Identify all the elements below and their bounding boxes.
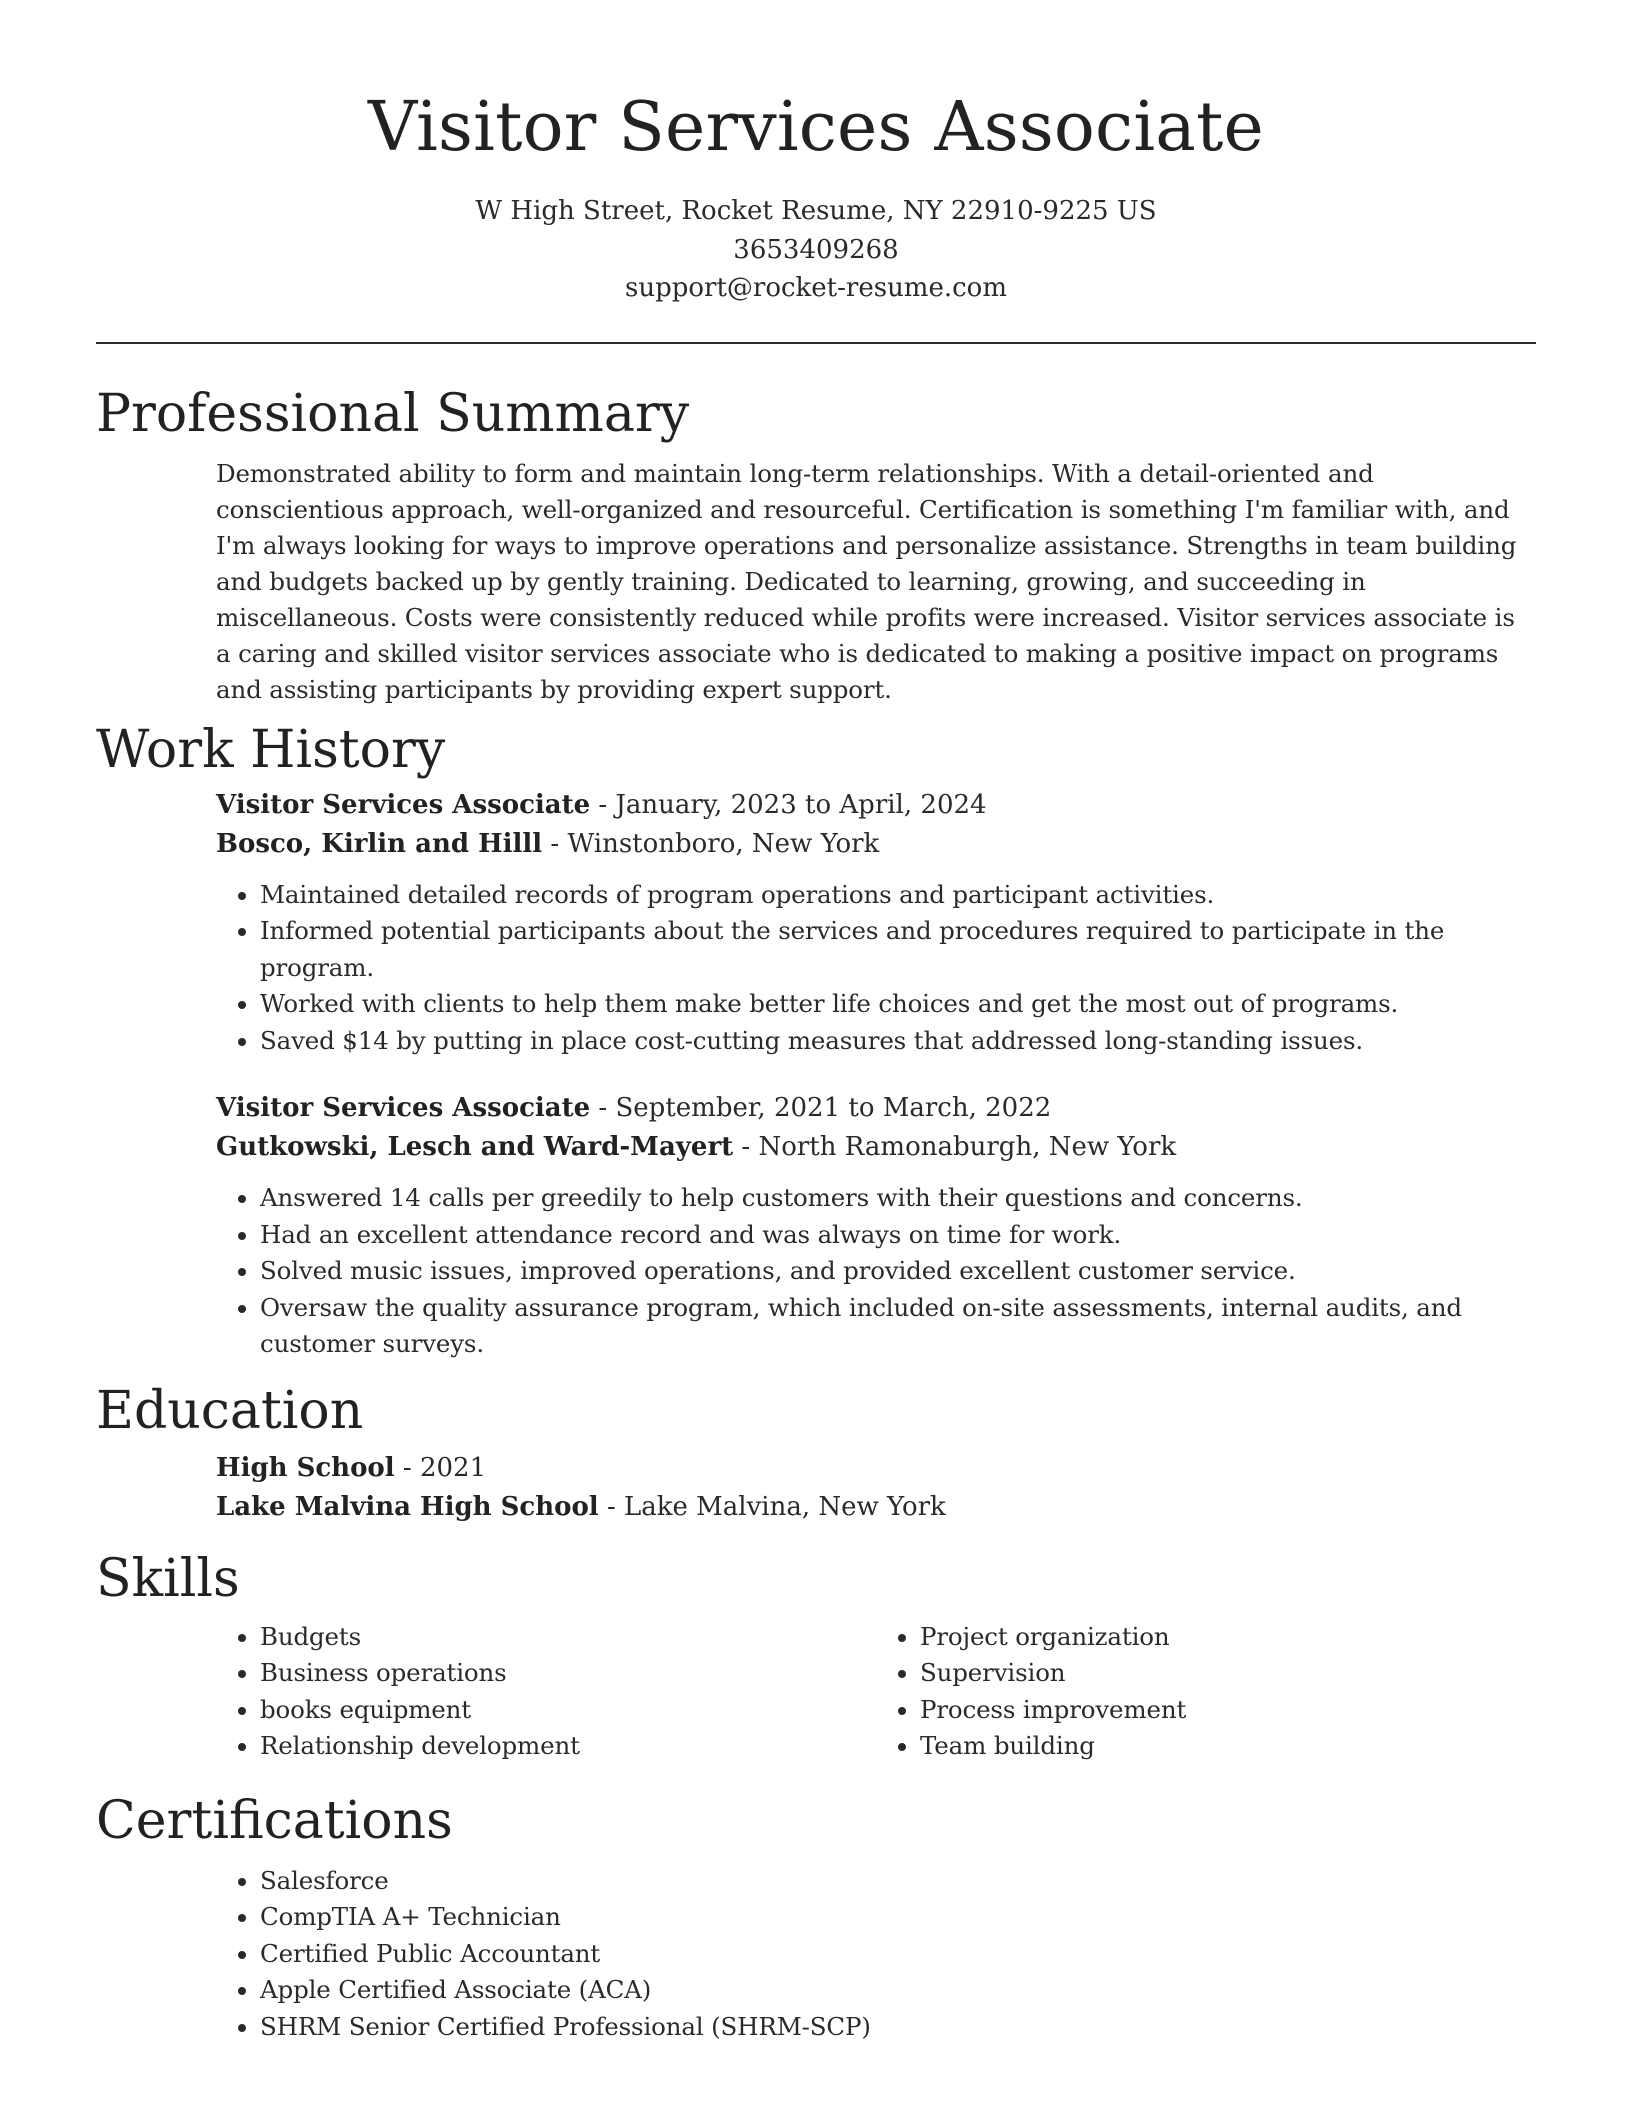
job-title: Visitor Services Associate (216, 789, 591, 820)
job-company: Bosco, Kirlin and Hilll (216, 828, 543, 859)
job-company-line (216, 825, 1536, 864)
list-item: • Maintained detailed records of program operations and participant activities. (260, 877, 1536, 914)
education-school-line (216, 1488, 1536, 1527)
resume-header (96, 0, 1536, 308)
skill-item: • Process improvement (920, 1692, 1536, 1729)
skill-item: • Team building (920, 1728, 1536, 1765)
phone-text: 3653409268 (733, 234, 899, 265)
job-company-line (216, 1128, 1536, 1167)
certification-item: • Apple Certified Associate (ACA) (260, 1972, 1536, 2009)
certification-item: • Certified Public Accountant (260, 1936, 1536, 1973)
job-dates: - January, 2023 to April, 2024 (590, 789, 987, 820)
resume-page (96, 0, 1536, 2045)
list-item: • Had an excellent attendance record and was always on time for work. (260, 1217, 1536, 1254)
education-degree-line (216, 1449, 1536, 1488)
list-item: • Saved $14 by putting in place cost-cutting measures that addressed long-standing issues. (260, 1023, 1536, 1060)
list-item: • Solved music issues, improved operations, and provided excellent customer service. (260, 1253, 1536, 1290)
skills-section (216, 1619, 1536, 1765)
address-text: W High Street, Rocket Resume, NY 22910-9225 US (475, 196, 1157, 226)
header-divider (96, 342, 1536, 344)
list-item: • Informed potential participants about the services and procedures required to participate in the program. (260, 913, 1536, 986)
job-title-line (216, 786, 1536, 825)
skill-item: • Business operations (260, 1655, 876, 1692)
certifications-heading: Certifications (96, 1790, 453, 1851)
work-history-section (216, 786, 1536, 1363)
education-school: Lake Malvina High School (216, 1491, 599, 1522)
summary-text: Demonstrated ability to form and maintain long-term relationships. With a detail-oriented and conscientious approach, well-organized and resourceful. Certification is something I'm familiar with, and I'm always looking for ways to improve operations and personalize assistance. Strengths in team building and budgets backed up by gently training. Dedicated to learning, growing, and succeeding in miscellaneous. Costs were consistently reduced while profits were increased. Visitor services associate is a caring and skilled visitor services associate who is dedicated to making a positive impact on programs and assisting participants by providing expert support. (216, 458, 1517, 704)
job-title: Visitor Services Associate (216, 1093, 591, 1123)
education-year: - 2021 (394, 1452, 487, 1483)
summary-heading: Professional Summary (96, 383, 690, 444)
job-bullets (216, 877, 1536, 1060)
education-heading: Education (96, 1380, 364, 1441)
list-item: • Oversaw the quality assurance program, which included on-site assessments, internal audits, and customer surveys. (260, 1290, 1536, 1363)
skill-item: • books equipment (260, 1692, 876, 1729)
skill-item: • Project organization (920, 1619, 1536, 1656)
skills-columns (216, 1619, 1536, 1765)
job-entry (216, 1089, 1536, 1363)
certification-item: • CompTIA A+ Technician (260, 1899, 1536, 1936)
certification-item: • Salesforce (260, 1863, 1536, 1900)
education-location: - Lake Malvina, New York (598, 1491, 946, 1522)
candidate-name: Visitor Services Associate (367, 88, 1264, 167)
skill-item: • Budgets (260, 1619, 876, 1656)
job-dates: - September, 2021 to March, 2022 (590, 1093, 1052, 1123)
summary-section (216, 456, 1536, 708)
skill-item: • Supervision (920, 1655, 1536, 1692)
job-location: - North Ramonaburgh, New York (733, 1132, 1177, 1162)
skills-list-left (216, 1619, 876, 1765)
list-item: • Worked with clients to help them make better life choices and get the most out of programs. (260, 986, 1536, 1023)
job-location: - Winstonboro, New York (542, 828, 880, 859)
skills-heading: Skills (96, 1548, 240, 1609)
skills-list-right (876, 1619, 1536, 1765)
skill-item: • Relationship development (260, 1728, 876, 1765)
job-company: Gutkowski, Lesch and Ward-Mayert (216, 1132, 734, 1162)
email-text: support@rocket-resume.com (624, 273, 1007, 303)
certifications-list (216, 1863, 1536, 2046)
certifications-section (216, 1863, 1536, 2046)
work-history-heading: Work History (96, 719, 446, 780)
education-section (216, 1449, 1536, 1527)
job-entry (216, 786, 1536, 1060)
list-item: • Answered 14 calls per greedily to help customers with their questions and concerns. (260, 1180, 1536, 1217)
job-bullets (216, 1180, 1536, 1363)
education-degree: High School (216, 1452, 395, 1483)
contact-info (96, 192, 1536, 308)
certification-item: • SHRM Senior Certified Professional (SHRM-SCP) (260, 2009, 1536, 2046)
job-title-line (216, 1089, 1536, 1128)
